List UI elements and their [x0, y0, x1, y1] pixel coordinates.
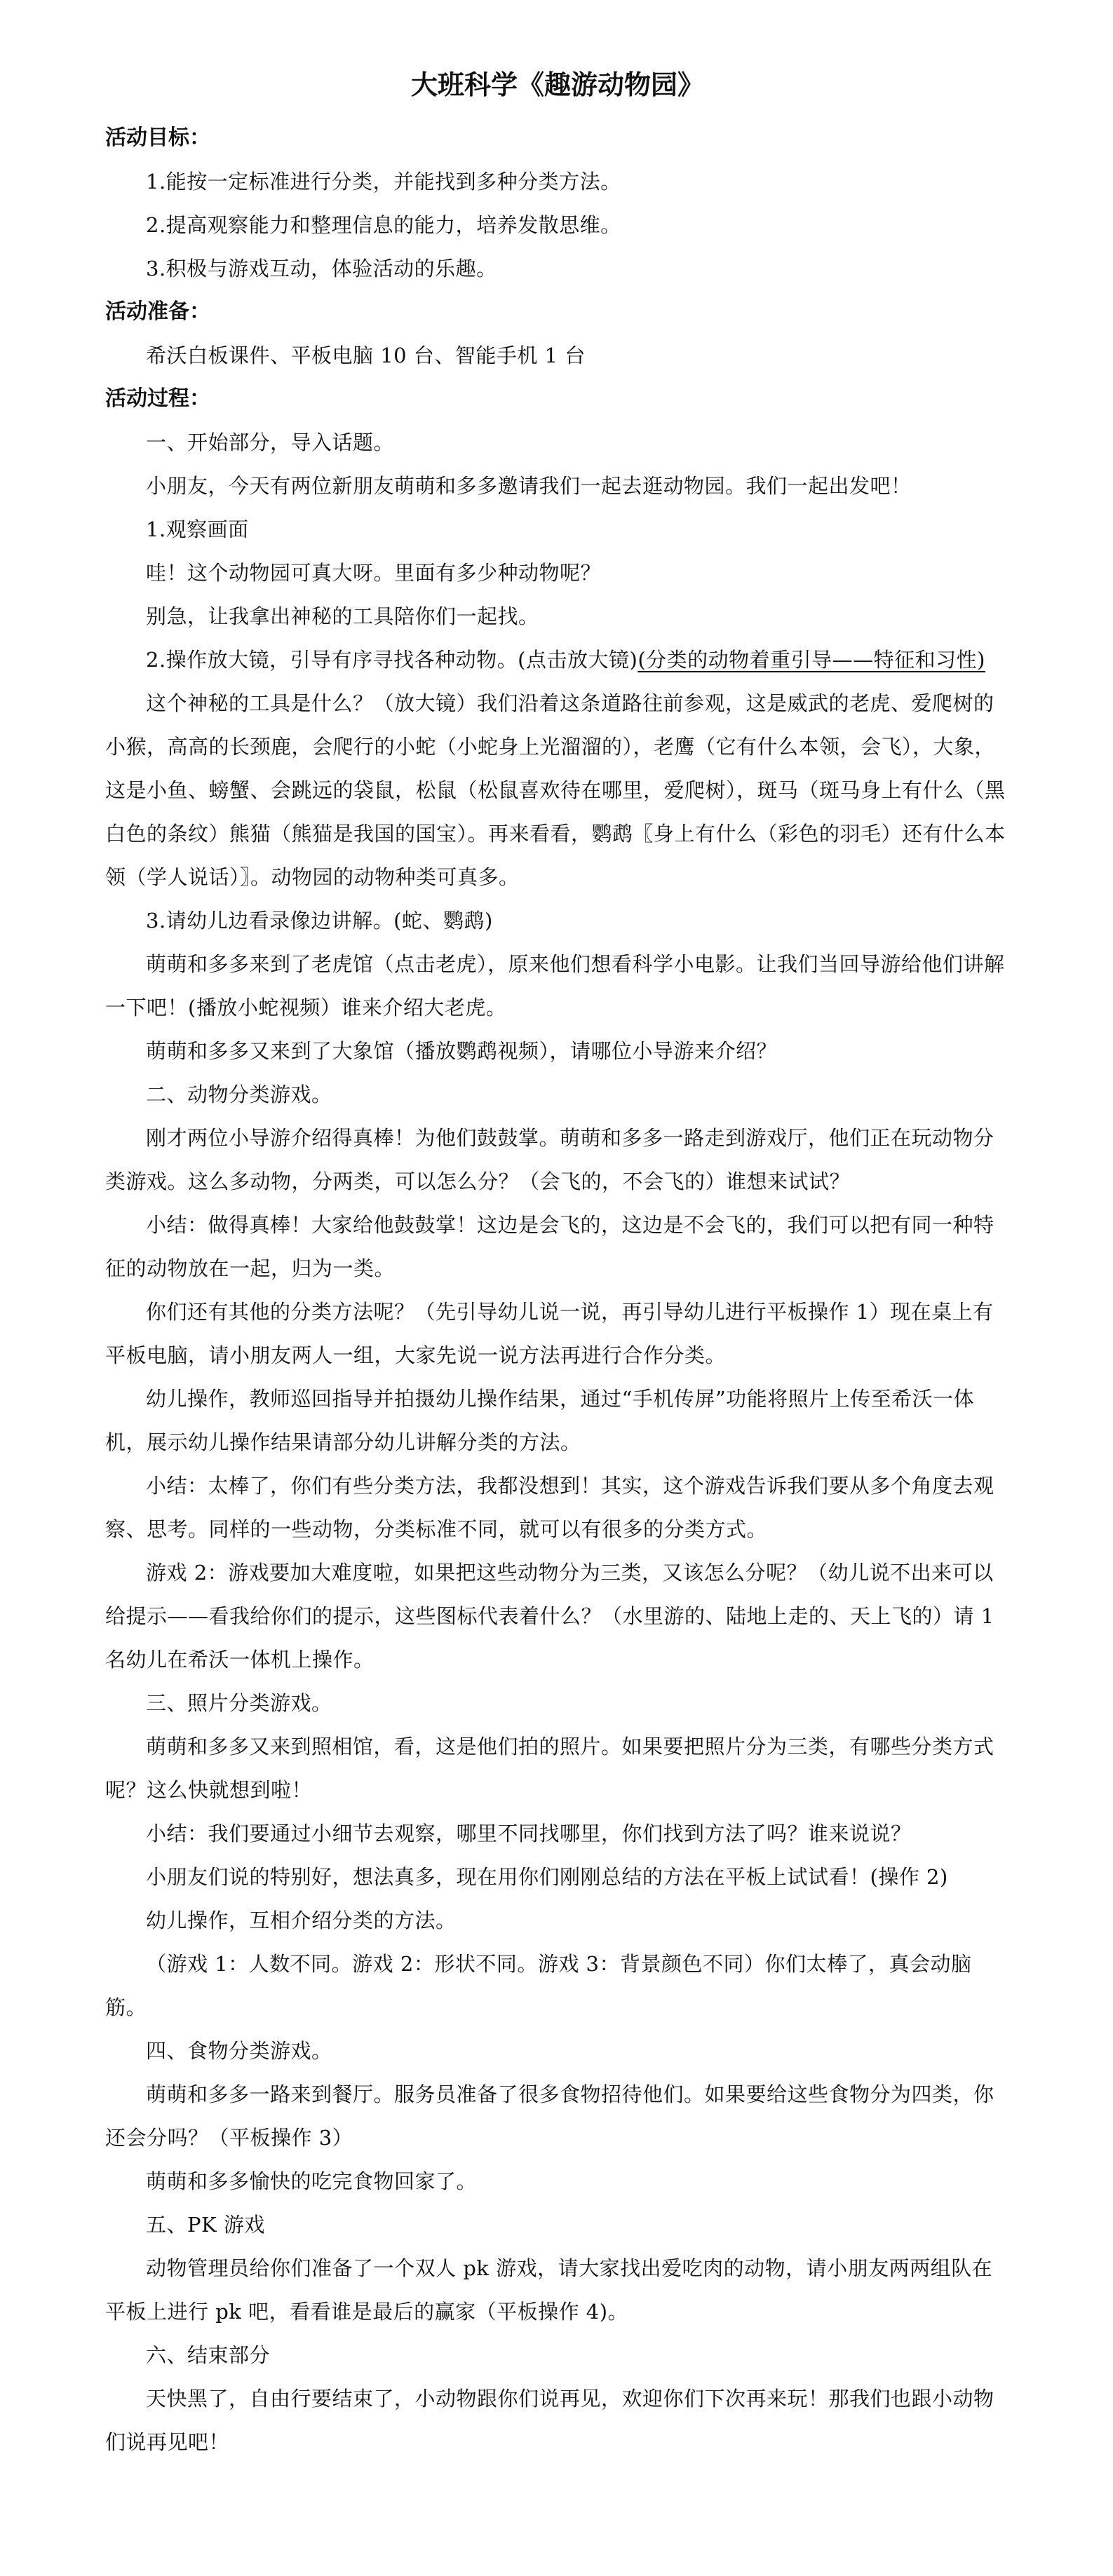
step-heading: 1.观察画面 — [146, 517, 249, 541]
prep-item: 希沃白板课件、平板电脑 10 台、智能手机 1 台 — [146, 344, 586, 367]
paragraph: 你们还有其他的分类方法呢？（先引导幼儿说一说，再引导幼儿进行平板操作 1）现在桌上有平板电脑，请小朋友两人一组，大家先说一说方法再进行合作分类。 — [105, 1300, 994, 1367]
section-heading: 六、结束部分 — [146, 2343, 271, 2367]
paragraph: 动物管理员给你们准备了一个双人 pk 游戏，请大家找出爱吃肉的动物，请小朋友两两组队在平板上进行 pk 吧，看看谁是最后的赢家（平板操作 4)。 — [105, 2256, 993, 2324]
step-text: 2.操作放大镜，引导有序寻找各种动物。(点击放大镜) — [146, 648, 638, 672]
document-body — [105, 116, 1010, 2464]
underlined-note: (分类的动物着重引导——特征和习性) — [638, 648, 985, 672]
goals-heading: 活动目标： — [105, 126, 210, 150]
paragraph: 小朋友，今天有两位新朋友萌萌和多多邀请我们一起去逛动物园。我们一起出发吧！ — [146, 474, 912, 498]
goal-item: 1.能按一定标准进行分类，并能找到多种分类方法。 — [146, 170, 621, 194]
step-heading: 3.请幼儿边看录像边讲解。(蛇、鹦鹉) — [146, 909, 493, 933]
paragraph: 这个神秘的工具是什么？（放大镜）我们沿着这条道路往前参观，这是威武的老虎、爱爬树的小猴，高高的长颈鹿，会爬行的小蛇（小蛇身上光溜溜的），老鹰（它有什么本领，会飞），大象，这是小鱼、螃蟹、会跳远的袋鼠，松鼠（松鼠喜欢待在哪里，爱爬树），斑马（斑马身上有什么（黑白色的条纹）熊猫（熊猫是我国的国宝）。再来看看，鹦鹉〖身上有什么（彩色的羽毛）还有什么本领（学人说话）〗。动物园的动物种类可真多。 — [105, 691, 1006, 889]
document-title: 大班科学《趣游动物园》 — [410, 69, 704, 100]
paragraph: 萌萌和多多一路来到餐厅。服务员准备了很多食物招待他们。如果要给这些食物分为四类，你还会分吗？（平板操作 3） — [105, 2082, 994, 2150]
section-heading: 一、开始部分，导入话题。 — [146, 431, 395, 454]
step-heading — [105, 638, 1010, 682]
paragraph: 刚才两位小导游介绍得真棒！为他们鼓鼓掌。萌萌和多多一路走到游戏厅，他们正在玩动物分类游戏。这么多动物，分两类，可以怎么分？（会飞的，不会飞的）谁想来试试？ — [105, 1126, 994, 1193]
paragraph: 哇！这个动物园可真大呀。里面有多少种动物呢？ — [146, 561, 602, 585]
paragraph: 小结：太棒了，你们有些分类方法，我都没想到！其实，这个游戏告诉我们要从多个角度去观察、思考。同样的一些动物，分类标准不同，就可以有很多的分类方式。 — [105, 1474, 994, 1541]
paragraph: 萌萌和多多愉快的吃完食物回家了。 — [146, 2169, 478, 2193]
goal-item: 3.积极与游戏互动，体验活动的乐趣。 — [146, 257, 497, 280]
paragraph: 别急，让我拿出神秘的工具陪你们一起找。 — [146, 604, 539, 628]
paragraph: 小结：我们要通过小细节去观察，哪里不同找哪里，你们找到方法了吗？谁来说说？ — [146, 1822, 912, 1845]
section-heading: 五、PK 游戏 — [146, 2213, 265, 2237]
paragraph: 小结：做得真棒！大家给他鼓鼓掌！这边是会飞的，这边是不会飞的，我们可以把有同一种特征的动物放在一起，归为一类。 — [105, 1213, 994, 1280]
paragraph: 幼儿操作，互相介绍分类的方法。 — [146, 1909, 457, 1932]
goal-item: 2.提高观察能力和整理信息的能力，培养发散思维。 — [146, 213, 621, 237]
paragraph: 萌萌和多多又来到照相馆，看，这是他们拍的照片。如果要把照片分为三类，有哪些分类方式呢？这么快就想到啦！ — [105, 1735, 994, 1802]
paragraph: 小朋友们说的特别好，想法真多，现在用你们刚刚总结的方法在平板上试试看！(操作 2) — [146, 1865, 948, 1889]
process-heading: 活动过程： — [105, 386, 210, 411]
paragraph: 幼儿操作，教师巡回指导并拍摄幼儿操作结果，通过“手机传屏”功能将照片上传至希沃一体机，展示幼儿操作结果请部分幼儿讲解分类的方法。 — [105, 1387, 975, 1454]
section-heading: 三、照片分类游戏。 — [146, 1691, 332, 1715]
section-heading: 二、动物分类游戏。 — [146, 1083, 332, 1106]
prep-heading: 活动准备： — [105, 299, 210, 324]
paragraph: 天快黑了，自由行要结束了，小动物跟你们说再见，欢迎你们下次再来玩！那我们也跟小动物们说再见吧！ — [105, 2387, 994, 2454]
paragraph: （游戏 1：人数不同。游戏 2：形状不同。游戏 3：背景颜色不同）你们太棒了，真会动脑筋。 — [105, 1952, 972, 2019]
paragraph: 萌萌和多多又来到了大象馆（播放鹦鹉视频），请哪位小导游来介绍？ — [146, 1039, 778, 1063]
section-heading: 四、食物分类游戏。 — [146, 2039, 332, 2063]
paragraph: 萌萌和多多来到了老虎馆（点击老虎），原来他们想看科学小电影。让我们当回导游给他们讲解一下吧！(播放小蛇视频）谁来介绍大老虎。 — [105, 952, 1005, 1019]
paragraph: 游戏 2：游戏要加大难度啦，如果把这些动物分为三类，又该怎么分呢？（幼儿说不出来可以给提示——看我给你们的提示，这些图标代表着什么？（水里游的、陆地上走的、天上飞的）请 1 名幼儿在希沃一体机上操作。 — [105, 1561, 994, 1672]
